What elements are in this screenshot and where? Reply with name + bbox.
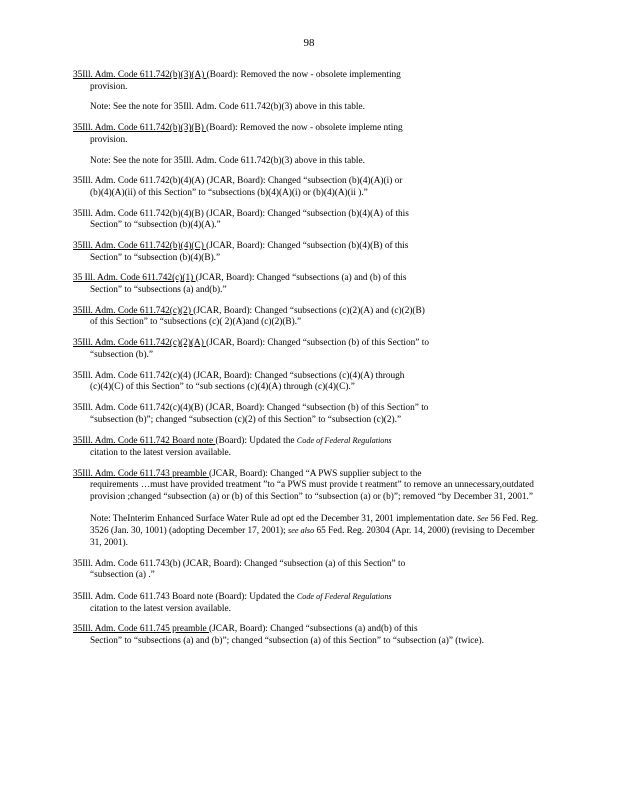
change-continuation: requirements …must have provided treatment ”to “a PWS must provide t reatment” to remove an unnecessary,outdated provision ;changed “subsection (a) or (b) of this Section” to “subsection (a) or (b)”; removed “by December 31, 2001.” [90,480,534,502]
change-continuation: Section” to “subsection (b)(4)(B).” [90,252,221,263]
section-citation: 35Ill. Adm. Code 611.742(b)(3)(A) [73,70,207,80]
cfr-title: Code of Federal Regulations [296,436,392,446]
section-citation: 35Ill. Adm. Code 611.742(b)(3)(B) [73,123,207,134]
change-continuation: Section” to “subsections (a) and (b)”; changed “subsection (a) of this Section” to “subsection (a)” (twice). [90,635,484,646]
change-description: 35Ill. Adm. Code 611.742(b)(4)(A) (JCAR, Board): Changed “subsection (b)(4)(A)(i) or [73,176,403,187]
entry-row [73,338,545,361]
change-description: (JCAR, Board): Changed “subsections (a) and (b) of this [195,273,407,284]
entry-row [73,209,545,232]
change-continuation: provision. [90,134,128,145]
change-description: 35Ill. Adm. Code 611.743(b) (JCAR, Board): Changed “subsection (a) of this Section” to [73,558,406,569]
entry-row [73,469,545,504]
change-continuation: citation to the latest version available. [90,603,231,614]
change-description: (JCAR, Board): Changed “subsection (b) of this Section” to [206,338,429,349]
change-description: (JCAR, Board): Changed “A PWS supplier subject to the [209,468,422,479]
change-continuation: Section” to “subsections (a) and(b).” [90,285,227,296]
entry-row [73,306,545,329]
change-continuation: citation to the latest version available. [90,447,231,458]
section-citation: 35Ill. Adm. Code 611.745 preamble [73,624,209,635]
change-description: 35Ill. Adm. Code 611.742(c)(4)(B) (JCAR, Board): Changed “subsection (b) of this Section” to [73,402,429,413]
change-description: (JCAR, Board): Changed “subsection (b)(4)(B) of this [206,241,409,252]
table-note [90,513,545,550]
section-citation: 35Ill. Adm. Code 611.742(c)(2) [73,305,194,316]
entry-row [73,273,545,296]
signal-see-also: see also [288,526,315,536]
change-continuation: of this Section” to “subsections (c)( 2)(A)and (c)(2)(B).” [90,317,302,328]
change-continuation: “subsection (a) .” [90,570,155,581]
change-continuation: provision. [90,81,128,92]
entry-row [73,371,545,394]
note-text: 65 Fed. Reg. 20304 (Apr. 14, 2000) (revising to December 31, 2001). [90,526,535,548]
entry-row [73,123,545,146]
change-continuation: (c)(4)(C) of this Section” to “sub sections (c)(4)(A) through (c)(4)(C).” [90,382,355,393]
entry-row [73,559,545,582]
change-description: (JCAR, Board): Changed “subsections (a) and(b) of this [209,624,418,635]
entry-row [73,241,545,264]
section-citation: 35Ill. Adm. Code 611.742(b)(4)(C) [73,241,207,252]
amendment-table [73,70,545,657]
note-text: Note: TheInterim Enhanced Surface Water Rule ad opt ed the December 31, 2001 implementation date. [90,513,477,524]
section-citation: 35 Ill. Adm. Code 611.742(c)(1) [73,273,196,284]
change-continuation: (b)(4)(A)(ii) of this Section” to “subsections (b)(4)(A)(i) or (b)(4)(A)(ii ).” [90,187,368,198]
table-note: Note: See the note for 35Ill. Adm. Code 611.742(b)(3) above in this table. [90,102,365,113]
entry-row [73,70,545,93]
section-citation: 35Ill. Adm. Code 611.742 Board note [73,436,216,447]
change-description: (Board): Removed the now - obsolete impleme nting [206,123,403,134]
table-note: Note: See the note for 35Ill. Adm. Code 611.742(b)(3) above in this table. [90,155,365,166]
change-description: (Board): Removed the now - obsolete implementing [206,70,401,80]
change-description: (JCAR, Board): Changed “subsections (c)(2)(A) and (c)(2)(B) [193,305,425,316]
change-continuation: “subsection (b).” [90,349,153,360]
change-description: 35Ill. Adm. Code 611.743 Board note (Board): Updated the [73,592,297,602]
entry-row [73,624,545,647]
entry-row [73,435,545,459]
entry-row [73,176,545,199]
signal-see: See [476,513,489,523]
change-description: 35Ill. Adm. Code 611.742(c)(4) (JCAR, Board): Changed “subsections (c)(4)(A) through [73,370,405,381]
note-text: 56 Fed. Reg. 3526 (Jan. 30, 1001) (adopting December 17, 2001); [90,513,539,537]
change-continuation: Section” to “subsection (b)(4)(A).” [90,220,221,231]
page-number: 98 [303,37,315,49]
change-continuation: “subsection (b)”; changed “subsection (c)(2) of this Section” to “subsection (c)(2).” [90,414,402,425]
change-description: (Board): Updated the [215,436,297,447]
entry-row [73,591,545,615]
change-description: 35Ill. Adm. Code 611.742(b)(4)(B) (JCAR, Board): Changed “subsection (b)(4)(A) of this [73,208,409,219]
entry-row [73,403,545,426]
cfr-title: Code of Federal Regulations [296,592,392,601]
section-citation: 35Ill. Adm. Code 611.742(c)(2)(A) [73,338,207,349]
section-citation: 35Ill. Adm. Code 611.743 preamble [73,468,209,479]
